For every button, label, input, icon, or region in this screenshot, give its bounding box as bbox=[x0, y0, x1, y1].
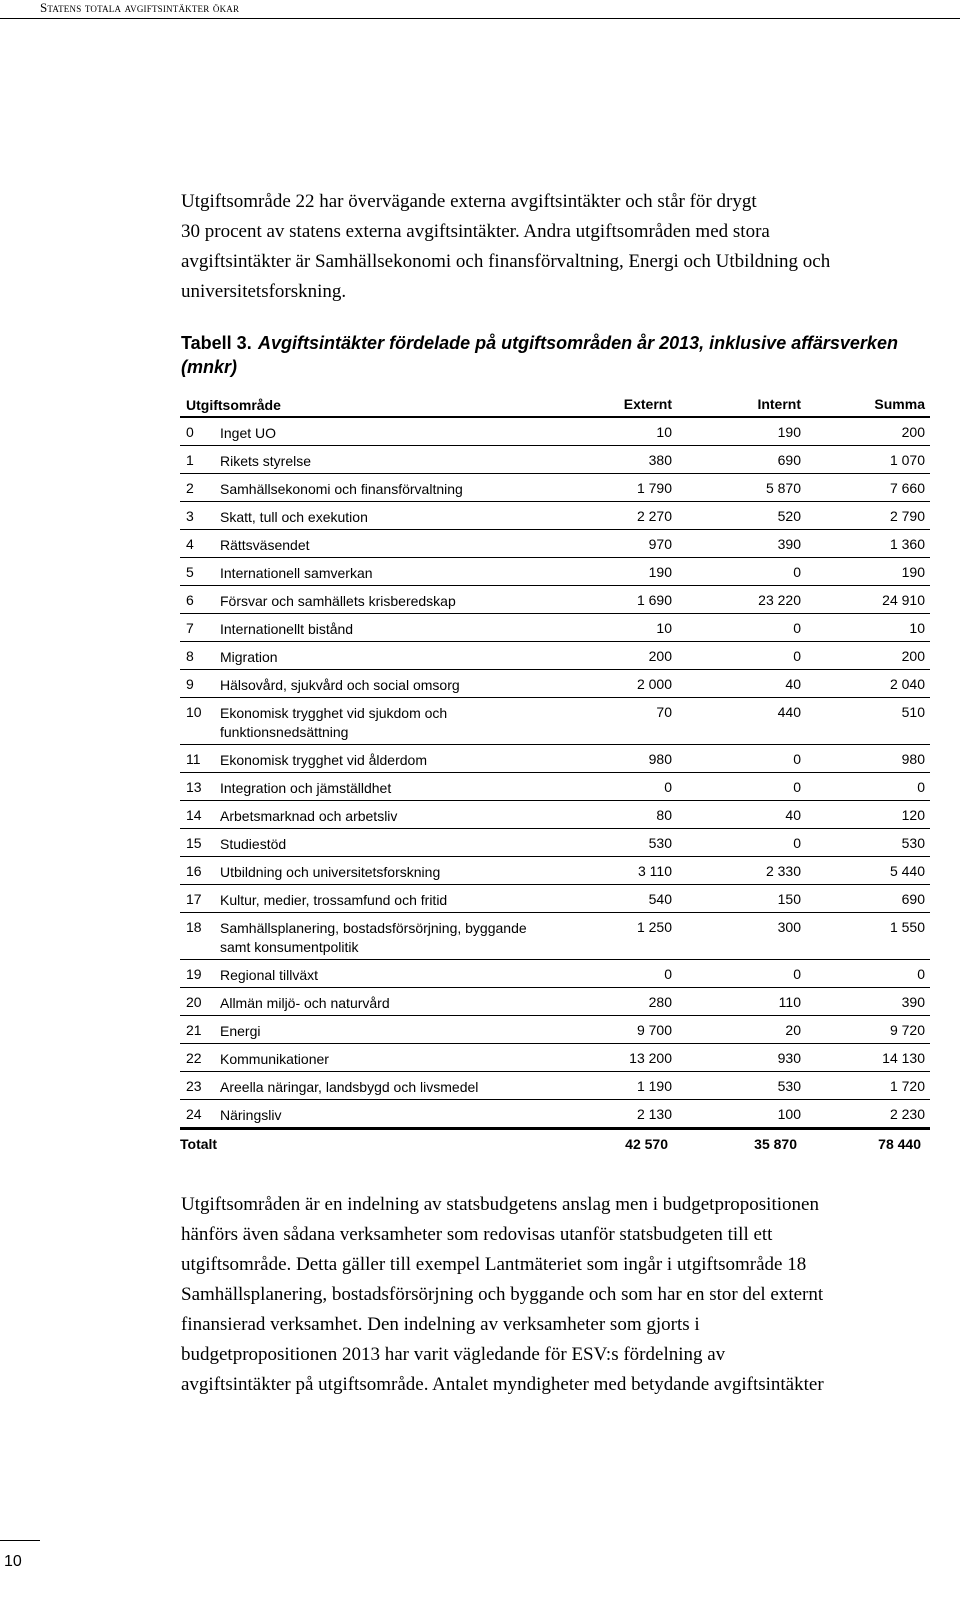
row-sum: 980 bbox=[901, 751, 925, 767]
outro-line: utgiftsområde. Detta gäller till exempel Lantmäteriet som ingår i utgiftsområde 18 bbox=[181, 1254, 807, 1275]
row-sum: 2 790 bbox=[889, 508, 925, 524]
table-row bbox=[180, 698, 930, 745]
row-internal: 390 bbox=[777, 536, 801, 552]
page-number-text: 10 bbox=[4, 1553, 22, 1570]
row-number: 17 bbox=[186, 891, 202, 907]
row-internal: 690 bbox=[777, 452, 801, 468]
table-row bbox=[180, 418, 930, 446]
table-row bbox=[180, 558, 930, 586]
table-row bbox=[180, 1072, 930, 1100]
row-external: 10 bbox=[656, 424, 672, 440]
row-number: 24 bbox=[186, 1106, 202, 1122]
page-number bbox=[0, 1540, 40, 1612]
row-number: 23 bbox=[186, 1078, 202, 1094]
table-row bbox=[180, 670, 930, 698]
table-row bbox=[180, 1044, 930, 1072]
total-external: 42 570 bbox=[625, 1136, 668, 1152]
row-internal: 190 bbox=[777, 424, 801, 440]
table-row bbox=[180, 446, 930, 474]
row-external: 2 270 bbox=[636, 508, 672, 524]
row-internal: 150 bbox=[777, 891, 801, 907]
table-title: Avgiftsintäkter fördelade på utgiftsområden år 2013, inklusive affärsverken (mnkr) bbox=[181, 333, 898, 377]
outro-line: finansierad verksamhet. Den indelning av verksamheter som gjorts i bbox=[181, 1314, 700, 1335]
outro-line: hänförs även sådana verksamheter som redovisas utanför statsbudgeten till ett bbox=[181, 1224, 773, 1245]
row-internal: 100 bbox=[777, 1106, 801, 1122]
intro-line: avgiftsintäkter är Samhällsekonomi och finansförvaltning, Energi och Utbildning och bbox=[181, 251, 831, 272]
row-area-name: Kultur, medier, trossamfund och fritid bbox=[220, 892, 448, 908]
total-sum: 78 440 bbox=[878, 1136, 921, 1152]
row-sum: 14 130 bbox=[882, 1050, 925, 1066]
row-external: 980 bbox=[648, 751, 672, 767]
row-area-name: Areella näringar, landsbygd och livsmedel bbox=[220, 1079, 479, 1095]
table-row bbox=[180, 614, 930, 642]
row-number: 5 bbox=[186, 564, 194, 580]
table-row bbox=[180, 913, 930, 960]
row-number: 16 bbox=[186, 863, 202, 879]
intro-line: 30 procent av statens externa avgiftsintäkter. Andra utgiftsområden med stora bbox=[181, 221, 770, 242]
outro-line: budgetpropositionen 2013 har varit vägledande för ESV:s fördelning av bbox=[181, 1344, 726, 1365]
row-external: 13 200 bbox=[629, 1050, 672, 1066]
row-sum: 200 bbox=[901, 648, 925, 664]
row-internal: 110 bbox=[778, 994, 801, 1010]
row-sum: 9 720 bbox=[889, 1022, 925, 1038]
row-sum: 2 040 bbox=[889, 676, 925, 692]
table-row bbox=[180, 773, 930, 801]
row-sum: 690 bbox=[901, 891, 925, 907]
row-external: 1 690 bbox=[636, 592, 672, 608]
row-area-name: Inget UO bbox=[220, 425, 277, 441]
row-sum: 5 440 bbox=[889, 863, 925, 879]
row-number: 8 bbox=[186, 648, 194, 664]
column-header-sum: Summa bbox=[874, 396, 925, 412]
table-header-row bbox=[180, 390, 930, 418]
row-number: 15 bbox=[186, 835, 202, 851]
outro-line: Samhällsplanering, bostadsförsörjning och byggande och som har en stor del externt bbox=[181, 1284, 824, 1305]
column-header-area: Utgiftsområde bbox=[186, 397, 281, 413]
row-external: 1 250 bbox=[636, 919, 672, 935]
row-number: 11 bbox=[186, 751, 201, 767]
row-number: 9 bbox=[186, 676, 194, 692]
row-external: 9 700 bbox=[636, 1022, 672, 1038]
row-area-name: Samhällsekonomi och finansförvaltning bbox=[220, 481, 463, 497]
row-external: 80 bbox=[656, 807, 672, 823]
row-sum: 190 bbox=[901, 564, 925, 580]
row-number: 2 bbox=[186, 480, 194, 496]
row-internal: 530 bbox=[777, 1078, 801, 1094]
row-area-name: Utbildning och universitetsforskning bbox=[220, 864, 441, 880]
row-internal: 0 bbox=[793, 648, 801, 664]
row-internal: 5 870 bbox=[765, 480, 801, 496]
row-external: 190 bbox=[648, 564, 672, 580]
row-internal: 0 bbox=[793, 620, 801, 636]
row-sum: 2 230 bbox=[889, 1106, 925, 1122]
row-area-name: Regional tillväxt bbox=[220, 967, 319, 983]
table-label: Tabell 3. bbox=[181, 333, 252, 353]
row-sum: 7 660 bbox=[889, 480, 925, 496]
row-sum: 1 360 bbox=[889, 536, 925, 552]
row-number: 1 bbox=[186, 452, 194, 468]
row-number: 0 bbox=[186, 424, 194, 440]
table-row bbox=[180, 745, 930, 773]
row-sum: 1 550 bbox=[889, 919, 925, 935]
row-area-name: Rikets styrelse bbox=[220, 453, 312, 469]
table-row bbox=[180, 530, 930, 558]
row-number: 6 bbox=[186, 592, 194, 608]
table-row bbox=[180, 885, 930, 913]
row-internal: 520 bbox=[777, 508, 801, 524]
row-internal: 40 bbox=[785, 676, 801, 692]
row-internal: 2 330 bbox=[765, 863, 801, 879]
row-number: 14 bbox=[186, 807, 202, 823]
table-row bbox=[180, 988, 930, 1016]
row-number: 10 bbox=[186, 704, 202, 720]
row-internal: 930 bbox=[777, 1050, 801, 1066]
row-number: 21 bbox=[186, 1022, 202, 1038]
row-area-name: Ekonomisk trygghet vid ålderdom bbox=[220, 752, 427, 768]
row-sum: 530 bbox=[901, 835, 925, 851]
row-external: 0 bbox=[664, 779, 672, 795]
table-row bbox=[180, 474, 930, 502]
row-external: 280 bbox=[648, 994, 672, 1010]
row-sum: 390 bbox=[901, 994, 925, 1010]
row-area-name: Samhällsplanering, bostadsförsörjning, byggande samt konsumentpolitik bbox=[220, 920, 527, 955]
outro-line: avgiftsintäkter på utgiftsområde. Antalet myndigheter med betydande avgiftsintäkter bbox=[181, 1374, 824, 1395]
table-row bbox=[180, 586, 930, 614]
row-internal: 20 bbox=[785, 1022, 801, 1038]
row-area-name: Kommunikationer bbox=[220, 1051, 329, 1067]
row-area-name: Arbetsmarknad och arbetsliv bbox=[220, 808, 398, 824]
row-area-name: Skatt, tull och exekution bbox=[220, 509, 368, 525]
intro-paragraph bbox=[181, 187, 931, 307]
row-number: 3 bbox=[186, 508, 194, 524]
table-body bbox=[180, 418, 930, 1128]
row-area-name: Ekonomisk trygghet vid sjukdom och funktionsnedsättning bbox=[220, 705, 448, 740]
row-area-name: Migration bbox=[220, 649, 278, 665]
row-internal: 300 bbox=[777, 919, 801, 935]
table-row bbox=[180, 857, 930, 885]
row-external: 2 000 bbox=[636, 676, 672, 692]
row-internal: 23 220 bbox=[758, 592, 801, 608]
column-header-external: Externt bbox=[623, 396, 672, 412]
table-caption bbox=[181, 331, 921, 379]
row-area-name: Rättsväsendet bbox=[220, 537, 310, 553]
row-external: 530 bbox=[648, 835, 672, 851]
row-sum: 10 bbox=[909, 620, 925, 636]
row-external: 1 790 bbox=[636, 480, 672, 496]
row-internal: 0 bbox=[793, 564, 801, 580]
row-external: 3 110 bbox=[638, 863, 672, 879]
row-number: 4 bbox=[186, 536, 194, 552]
column-header-internal: Internt bbox=[757, 396, 801, 412]
row-area-name: Näringsliv bbox=[220, 1107, 282, 1123]
row-area-name: Studiestöd bbox=[220, 836, 287, 852]
row-external: 380 bbox=[648, 452, 672, 468]
row-external: 0 bbox=[664, 966, 672, 982]
row-sum: 24 910 bbox=[882, 592, 925, 608]
row-internal: 0 bbox=[793, 966, 801, 982]
header-rule bbox=[0, 18, 960, 19]
table-total-row bbox=[180, 1128, 930, 1156]
table-row bbox=[180, 960, 930, 988]
row-number: 20 bbox=[186, 994, 202, 1010]
row-sum: 0 bbox=[917, 966, 925, 982]
row-sum: 200 bbox=[901, 424, 925, 440]
row-external: 70 bbox=[656, 704, 672, 720]
row-number: 13 bbox=[186, 779, 202, 795]
row-number: 22 bbox=[186, 1050, 202, 1066]
row-area-name: Internationell samverkan bbox=[220, 565, 373, 581]
row-external: 970 bbox=[648, 536, 672, 552]
row-sum: 120 bbox=[901, 807, 925, 823]
row-external: 10 bbox=[656, 620, 672, 636]
row-internal: 40 bbox=[785, 807, 801, 823]
table-row bbox=[180, 642, 930, 670]
table-row bbox=[180, 1100, 930, 1128]
row-number: 19 bbox=[186, 966, 202, 982]
row-sum: 510 bbox=[901, 704, 925, 720]
intro-line: universitetsforskning. bbox=[181, 281, 347, 302]
row-external: 1 190 bbox=[636, 1078, 672, 1094]
row-internal: 0 bbox=[793, 835, 801, 851]
total-label: Totalt bbox=[180, 1136, 218, 1152]
row-external: 540 bbox=[648, 891, 672, 907]
row-area-name: Hälsovård, sjukvård och social omsorg bbox=[220, 677, 460, 693]
table-row bbox=[180, 502, 930, 530]
table-row bbox=[180, 1016, 930, 1044]
row-number: 7 bbox=[186, 620, 194, 636]
row-area-name: Integration och jämställdhet bbox=[220, 780, 392, 796]
row-internal: 440 bbox=[777, 704, 801, 720]
table-row bbox=[180, 829, 930, 857]
outro-paragraph bbox=[181, 1190, 931, 1400]
outro-line: Utgiftsområden är en indelning av statsbudgetens anslag men i budgetpropositionen bbox=[181, 1194, 819, 1215]
fee-revenue-table bbox=[180, 390, 930, 1156]
row-area-name: Energi bbox=[220, 1023, 261, 1039]
row-internal: 0 bbox=[793, 751, 801, 767]
row-internal: 0 bbox=[793, 779, 801, 795]
running-header: Statens totala avgiftsintäkter ökar bbox=[40, 0, 240, 15]
intro-line: Utgiftsområde 22 har övervägande externa avgiftsintäkter och står för drygt bbox=[181, 191, 757, 212]
row-sum: 1 720 bbox=[889, 1078, 925, 1094]
total-internal: 35 870 bbox=[754, 1136, 797, 1152]
row-external: 2 130 bbox=[636, 1106, 672, 1122]
row-external: 200 bbox=[648, 648, 672, 664]
row-area-name: Allmän miljö- och naturvård bbox=[220, 995, 390, 1011]
row-area-name: Internationellt bistånd bbox=[220, 621, 354, 637]
row-number: 18 bbox=[186, 919, 202, 935]
table-row bbox=[180, 801, 930, 829]
row-sum: 0 bbox=[917, 779, 925, 795]
row-area-name: Försvar och samhällets krisberedskap bbox=[220, 593, 456, 609]
row-sum: 1 070 bbox=[889, 452, 925, 468]
